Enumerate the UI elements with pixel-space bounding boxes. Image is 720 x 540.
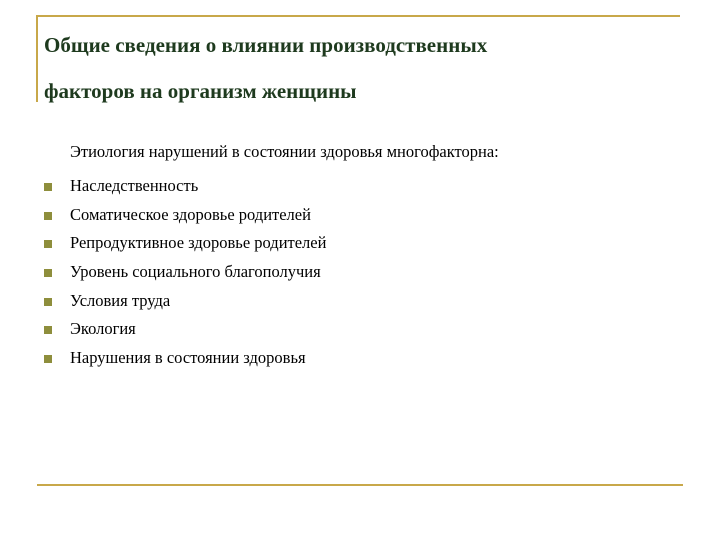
bottom-divider-line: [37, 484, 683, 486]
list-item-text: Нарушения в состоянии здоровья: [70, 348, 306, 368]
slide-title-line-1: Общие сведения о влиянии производственных: [44, 33, 488, 57]
list-item-text: Экология: [70, 319, 136, 339]
list-item-text: Соматическое здоровье родителей: [70, 204, 311, 224]
square-bullet-icon: [44, 326, 52, 334]
square-bullet-icon: [44, 240, 52, 248]
slide-title-line-2: факторов на организм женщины: [44, 79, 357, 103]
square-bullet-icon: [44, 269, 52, 277]
square-bullet-icon: [44, 183, 52, 191]
square-bullet-icon: [44, 298, 52, 306]
list-item-text: Репродуктивное здоровье родителей: [70, 233, 327, 253]
list-item-text: Уровень социального благополучия: [70, 262, 321, 282]
left-accent-line: [36, 15, 38, 102]
intro-text: Этиология нарушений в состоянии здоровья многофакторна:: [70, 142, 499, 161]
slide-title: [44, 22, 664, 114]
square-bullet-icon: [44, 355, 52, 363]
list-item-text: Условия труда: [70, 290, 171, 310]
list-item-text: Наследственность: [70, 176, 199, 195]
top-divider-line: [37, 15, 680, 17]
square-bullet-icon: [44, 212, 52, 220]
